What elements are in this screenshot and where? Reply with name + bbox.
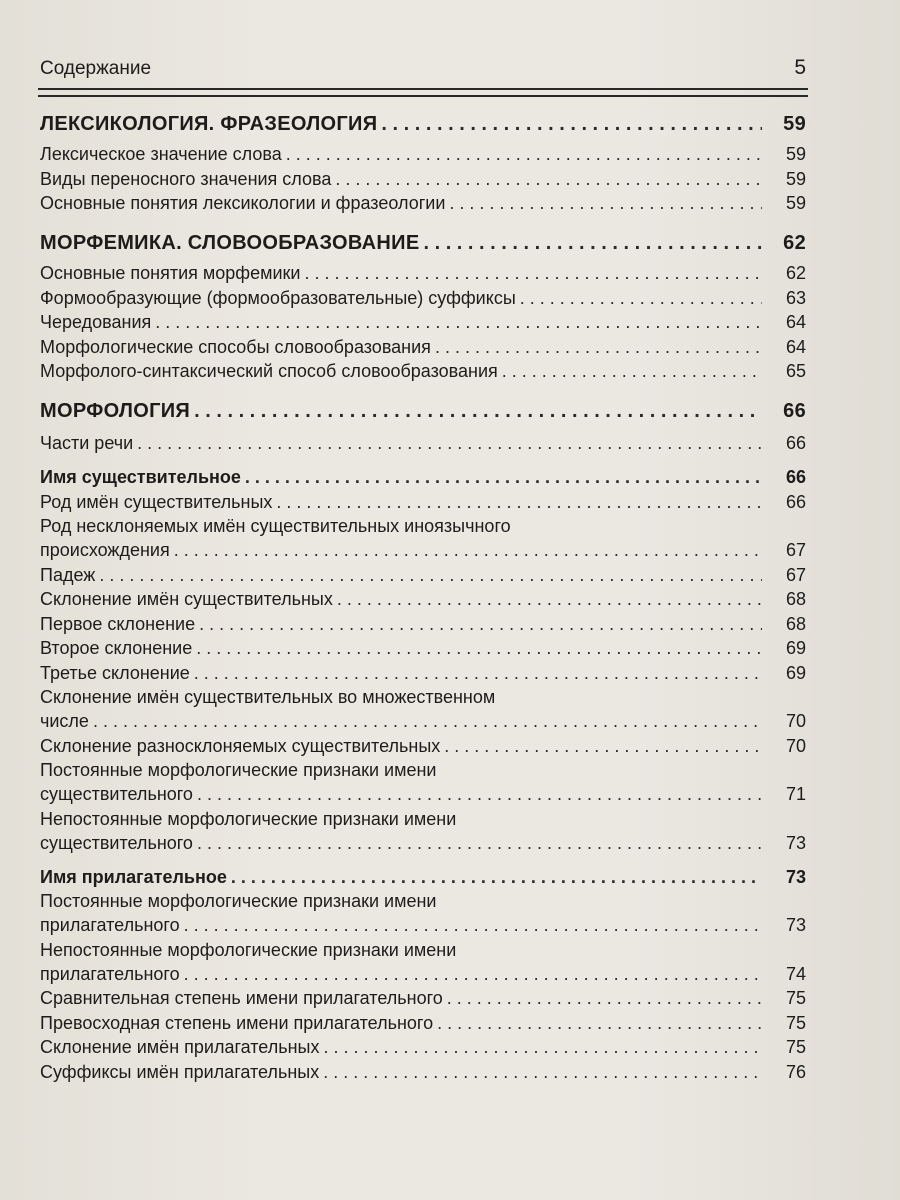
- toc-page-number: 73: [785, 832, 806, 853]
- dot-leader: [197, 782, 762, 806]
- toc-section: [40, 399, 806, 423]
- toc-page-number: 62: [785, 263, 806, 283]
- toc-page-number: 59: [785, 144, 806, 164]
- dot-leader: [196, 636, 762, 660]
- toc-entry: [40, 191, 806, 215]
- toc-page-number: 67: [785, 540, 806, 560]
- dot-leader: [304, 261, 762, 285]
- dot-leader: [155, 310, 762, 334]
- toc-entry-title: Род имён существительных: [40, 491, 273, 512]
- toc-page-number: 70: [785, 735, 806, 756]
- toc-entry-title: Падеж: [40, 564, 96, 585]
- toc-entry: [40, 167, 806, 191]
- header-title: Содержание: [40, 58, 152, 79]
- toc-entry-title: МОРФЕМИКА. СЛОВООБРАЗОВАНИЕ: [40, 232, 420, 254]
- toc-page-number: 67: [785, 564, 806, 585]
- toc-entry-title: Формообразующие (формообразовательные) суффиксы: [40, 287, 516, 308]
- toc-entry: [40, 685, 806, 733]
- dot-leader: [174, 538, 762, 562]
- dot-leader: [194, 661, 762, 685]
- dot-leader: [199, 612, 762, 636]
- toc-entry: [40, 661, 806, 685]
- toc-entry: [40, 1035, 806, 1059]
- toc-entry: [40, 514, 806, 562]
- dot-leader: [323, 1035, 762, 1059]
- toc-entry-title-line: Род несклоняемых имён существительных иноязычного: [40, 516, 511, 536]
- toc-entry: [40, 807, 806, 855]
- dot-leader: [447, 986, 762, 1010]
- toc-entry: [40, 563, 806, 587]
- toc-entry-title: Суффиксы имён прилагательных: [40, 1061, 320, 1082]
- toc-entry: [40, 286, 806, 310]
- toc-entry: [40, 889, 806, 937]
- toc-entry-title: ЛЕКСИКОЛОГИЯ. ФРАЗЕОЛОГИЯ: [40, 113, 378, 135]
- toc-entry-title: Склонение имён прилагательных: [40, 1037, 320, 1057]
- dot-leader: [423, 231, 762, 255]
- dot-leader: [184, 913, 762, 937]
- toc-entry-title: происхождения: [40, 540, 170, 560]
- dot-leader: [444, 734, 762, 758]
- toc-entry: [40, 758, 806, 806]
- toc-page-number: 59: [785, 168, 806, 189]
- dot-leader: [194, 399, 762, 423]
- dot-leader: [99, 563, 762, 587]
- toc-entry-title: Лексическое значение слова: [40, 144, 282, 164]
- toc-entry: [40, 465, 806, 489]
- dot-leader: [323, 1060, 762, 1084]
- toc-entry: [40, 734, 806, 758]
- toc-page-number: 59: [785, 193, 806, 213]
- dot-leader: [93, 709, 762, 733]
- toc-section: [40, 112, 806, 136]
- toc-page-number: 64: [785, 312, 806, 332]
- toc-page-number: 63: [785, 287, 806, 308]
- toc-entry: [40, 335, 806, 359]
- toc-page-number: 68: [785, 613, 806, 634]
- toc-entry: [40, 1011, 806, 1035]
- dot-leader: [231, 865, 762, 889]
- header-rule-top: [38, 88, 808, 90]
- toc-page-number: 66: [783, 400, 806, 422]
- toc-page-number: 75: [785, 1037, 806, 1057]
- dot-leader: [137, 431, 762, 455]
- dot-leader: [276, 490, 762, 514]
- toc-entry-title-line: Постоянные морфологические признаки имени: [40, 760, 437, 780]
- toc-entry-title: Превосходная степень имени прилагательного: [40, 1012, 434, 1033]
- toc-entry: [40, 142, 806, 166]
- toc-entry-title: Первое склонение: [40, 613, 196, 634]
- toc-page-number: 73: [785, 866, 806, 887]
- toc-entry: [40, 986, 806, 1010]
- toc-entry-title: Виды переносного значения слова: [40, 168, 332, 189]
- toc-entry-title: Части речи: [40, 433, 134, 453]
- toc-entry-title: Сравнительная степень имени прилагательного: [40, 988, 443, 1008]
- toc-page-number: 59: [783, 113, 806, 135]
- toc-page-number: 74: [785, 963, 806, 984]
- toc-page-number: 68: [785, 589, 806, 609]
- toc-page-number: 66: [785, 467, 806, 487]
- toc-entry-title: прилагательного: [40, 963, 180, 984]
- toc-entry: [40, 1060, 806, 1084]
- header-page-number: 5: [794, 56, 806, 79]
- dot-leader: [335, 167, 762, 191]
- toc-entry-title-line: Склонение имён существительных во множественном: [40, 687, 496, 707]
- toc-page-number: 75: [785, 988, 806, 1008]
- dot-leader: [435, 335, 762, 359]
- toc-page-number: 66: [785, 433, 806, 453]
- toc-page-number: 70: [785, 711, 806, 731]
- toc-entry-title: Склонение разносклоняемых существительных: [40, 735, 441, 756]
- dot-leader: [502, 359, 762, 383]
- toc-page-number: 69: [785, 638, 806, 658]
- toc-entry-title: Чередования: [40, 312, 152, 332]
- toc-entry-title: Второе склонение: [40, 638, 193, 658]
- toc-entry-title: Имя существительное: [40, 467, 241, 487]
- toc-entry-title: Имя прилагательное: [40, 866, 227, 887]
- dot-leader: [286, 142, 762, 166]
- dot-leader: [184, 962, 762, 986]
- dot-leader: [245, 465, 762, 489]
- toc-entry-title: Морфолого-синтаксический способ словообразования: [40, 361, 498, 381]
- dot-leader: [337, 587, 762, 611]
- toc-page-number: 66: [785, 491, 806, 512]
- toc-page-number: 65: [785, 361, 806, 381]
- dot-leader: [520, 286, 762, 310]
- toc-entry-title: числе: [40, 711, 89, 731]
- table-of-contents: [40, 108, 806, 1084]
- toc-section: [40, 231, 806, 255]
- toc-entry: [40, 261, 806, 285]
- toc-entry-title-line: Постоянные морфологические признаки имени: [40, 891, 437, 911]
- toc-entry: [40, 587, 806, 611]
- toc-page-number: 76: [785, 1061, 806, 1082]
- toc-entry: [40, 938, 806, 986]
- toc-entry-title: Склонение имён существительных: [40, 589, 333, 609]
- toc-entry-title: Третье склонение: [40, 662, 190, 683]
- toc-entry-title: Основные понятия лексикологии и фразеологии: [40, 193, 446, 213]
- dot-leader: [449, 191, 762, 215]
- toc-entry: [40, 431, 806, 455]
- toc-entry-title-line: Непостоянные морфологические признаки имени: [40, 808, 457, 829]
- toc-entry-title: МОРФОЛОГИЯ: [40, 400, 191, 422]
- toc-entry-title: существительного: [40, 784, 193, 804]
- dot-leader: [381, 112, 762, 136]
- toc-entry: [40, 636, 806, 660]
- header-rule-bottom: [38, 95, 808, 97]
- toc-page-number: 73: [785, 915, 806, 935]
- toc-entry-title: прилагательного: [40, 915, 180, 935]
- toc-page-number: 69: [785, 662, 806, 683]
- toc-entry: [40, 490, 806, 514]
- toc-entry-title: Морфологические способы словообразования: [40, 336, 431, 357]
- toc-page-number: 62: [783, 232, 806, 254]
- toc-page-number: 71: [785, 784, 806, 804]
- toc-entry-title-line: Непостоянные морфологические признаки имени: [40, 939, 457, 960]
- toc-page-number: 75: [785, 1012, 806, 1033]
- toc-entry: [40, 310, 806, 334]
- running-header: [40, 58, 806, 88]
- toc-page-number: 64: [785, 336, 806, 357]
- toc-entry: [40, 612, 806, 636]
- toc-entry: [40, 359, 806, 383]
- dot-leader: [197, 831, 762, 855]
- toc-entry-title: Основные понятия морфемики: [40, 263, 301, 283]
- toc-entry: [40, 865, 806, 889]
- toc-entry-title: существительного: [40, 832, 193, 853]
- dot-leader: [437, 1011, 762, 1035]
